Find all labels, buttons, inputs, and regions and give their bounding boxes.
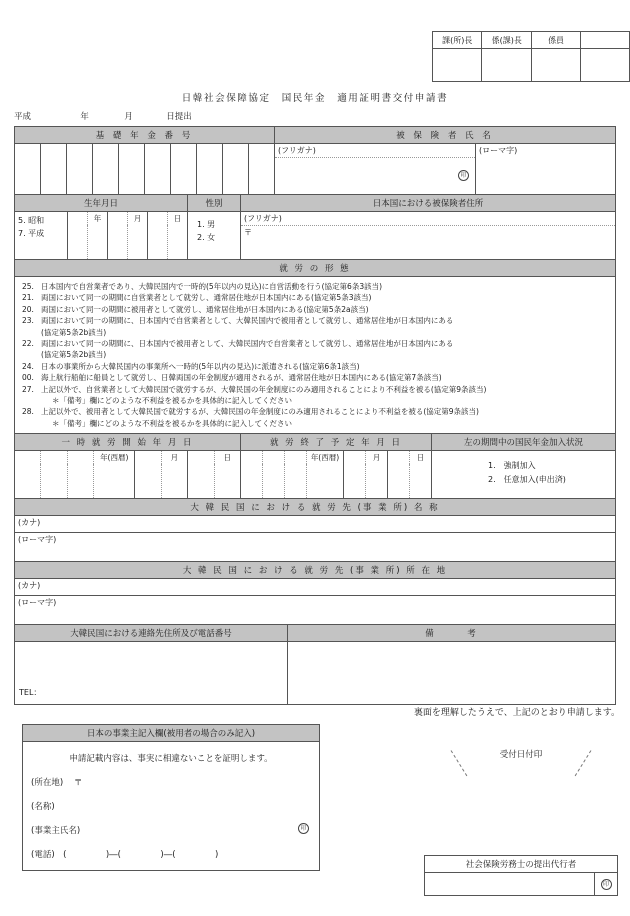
insured-name-field[interactable] [275,144,476,195]
pension-digit-9[interactable] [249,144,275,195]
korea-name-romaji-label: (ローマ字) [18,535,57,545]
approval-box [432,31,630,82]
enrollment-options[interactable] [432,451,616,499]
approval-input-2[interactable] [531,49,580,82]
korea-name-romaji-field[interactable] [15,533,616,562]
enrollment-option-compulsory[interactable]: 1. 強制加入 [488,461,536,471]
work-form-list [16,278,614,432]
korea-contact-tel-label: TEL： [19,688,42,698]
birth-day-input-1[interactable] [168,225,188,260]
pension-name-table [14,126,616,195]
employer-address-label: (所在地) [31,778,64,788]
seal-icon: 印 [458,170,469,181]
end-month-input-1[interactable] [366,464,388,499]
approval-col-2: 係員 [531,32,580,49]
end-month-label: 月 [366,451,388,465]
application-statement: 裏面を理解したうえで、上記のとおり申請します。 [413,708,620,718]
enrollment-list [432,451,615,487]
work-option-22-num: 22. [22,339,34,349]
pension-digit-0[interactable] [15,144,41,195]
birth-era-options[interactable] [15,212,68,260]
work-option-00-text: 海上航行船舶に船員として就労し、日韓両国の年金制度が適用されるが、通常居住地が日本国内にある(協定第7条該当) [41,373,442,383]
employer-tel-sep-2: )―( [160,850,176,860]
work-option-20-num: 20. [22,304,34,314]
work-form-table [14,259,616,434]
birth-month-input-1[interactable] [128,225,148,260]
korea-address-romaji-label: (ローマ字) [18,598,57,608]
end-year-label-a [241,451,263,465]
period-label-row [15,451,616,465]
pension-number-header: 基 礎 年 金 番 号 [15,127,275,144]
work-option-27-text: 上記以外で、自営業者として大韓民国で就労するが、大韓民国の年金制度にのみ適用されることにより不利益を被る(協定第9条該当) [41,384,487,394]
work-option-20-text: 両国において同一の期間に被用者として就労し、通常居住地が日本国内にある(協定第5条2a該当) [41,304,369,314]
korea-workplace-address-header: 大 韓 民 国 に お け る 就 労 先 (事 業 所) 所 在 地 [15,562,616,579]
insured-romaji-field[interactable] [476,144,616,195]
work-option-28-num: 28. [22,407,34,417]
pension-name-input-row [15,144,616,195]
receipt-stamp-label: 受付日付印 [499,750,543,760]
employer-postal-mark-icon: 〒 [73,778,83,788]
employer-tel-row[interactable] [31,848,311,860]
approval-input-row [433,49,630,82]
end-year-input-3[interactable] [307,464,344,499]
work-option-24[interactable] [22,361,610,372]
work-option-23[interactable] [22,315,610,326]
insured-name-header: 被 保 険 者 氏 名 [275,127,616,144]
work-option-24-text: 日本の事業所から大韓民国内の事業所へ一時的(5年以内の見込)に派遣される(協定第6条1該当) [41,361,360,371]
kwn-kana-row [15,516,616,533]
employer-tel-label: (電話) ( [31,850,67,860]
pension-digit-2[interactable] [67,144,93,195]
period-start-header: 一 時 就 労 開 始 年 月 日 [15,434,241,451]
work-option-23-text: 両国において同一の期間に、日本国内で自営業者として、大韓民国内で被用者として就労し、通常居住地が日本国内にある [41,316,454,326]
birth-year-input-0[interactable] [68,225,88,260]
employer-entry-box [22,724,320,871]
postal-mark-icon: 〒 [244,228,252,237]
address-furigana-label: (フリガナ) [241,212,615,226]
bga-label-row [15,212,616,226]
employer-box-header: 日本の事業主記入欄(被用者の場合のみ記入) [23,725,319,742]
approval-input-1[interactable] [482,49,531,82]
approval-col-0: 課(所)長 [433,32,482,49]
start-year-label-c [67,451,93,465]
work-option-22-text: 両国において同一の期間に、日本国内で被用者として、大韓民国内で自営業者として就労し、通常居住地が日本国内にある [41,339,454,349]
end-day-input-0[interactable] [388,464,410,499]
employer-tel-sep-1: )―( [105,850,121,860]
end-year-input-1[interactable] [263,464,285,499]
start-day-label: 日 [214,451,241,465]
start-day-label-a [188,451,214,465]
birth-gender-address-table [14,194,616,260]
korea-address-kana-label: (カナ) [18,581,41,591]
kwa-romaji-row [15,596,616,625]
employer-certification-text: 申請記載内容は、事実に相違ないことを証明します。 [69,754,273,764]
pension-name-header-row [15,127,616,144]
pension-digit-1[interactable] [41,144,67,195]
gender-option-female[interactable]: 2. 女 [197,233,216,242]
end-year-label-c [285,451,307,465]
korea-workplace-name-table [14,498,616,562]
work-option-28[interactable] [22,406,610,417]
birth-year-input-1[interactable] [88,225,108,260]
end-month-label-a [344,451,366,465]
pension-digit-6[interactable] [171,144,197,195]
sharoushi-body [425,873,617,895]
work-form-header-row [15,260,616,277]
end-year-label-b [263,451,285,465]
start-year-input-1[interactable] [41,464,67,499]
employer-name-row[interactable] [31,800,311,812]
end-day-input-1[interactable] [410,464,432,499]
work-option-21-text: 両国において同一の期間に自営業者として就労し、通常居住地が日本国内にある(協定第5条3該当) [41,293,372,303]
korea-contact-field[interactable] [15,642,288,705]
cr-input-row [15,642,616,705]
pension-digit-3[interactable] [93,144,119,195]
gender-option-male[interactable]: 1. 男 [197,220,216,229]
end-month-input-0[interactable] [344,464,366,499]
remarks-header: 備 考 [288,625,616,642]
work-option-25-text: 日本国内で自営業者であり、大韓民国内で一時的(5年以内の見込)に自営活動を行う(協定第6条3該当) [41,282,383,291]
pension-digit-8[interactable] [223,144,249,195]
enrollment-option-voluntary[interactable]: 2. 任意加入(申出済) [488,475,566,485]
kwn-header-row [15,499,616,516]
start-month-input-1[interactable] [161,464,187,499]
kwn-romaji-row [15,533,616,562]
month-label: 月 [124,112,133,122]
birth-day-input-0[interactable] [148,225,168,260]
end-day-label: 日 [410,451,432,465]
start-day-input-1[interactable] [214,464,241,499]
employer-address-row[interactable] [31,776,311,788]
work-option-27-num: 27. [22,384,34,394]
day-submit-label: 日提出 [166,112,192,122]
contact-remarks-table [14,624,616,705]
gender-header: 性別 [188,195,241,212]
sharoushi-seal-icon: 印 [601,879,612,890]
birth-month-input-0[interactable] [108,225,128,260]
end-year-input-0[interactable] [241,464,263,499]
pension-digit-5[interactable] [145,144,171,195]
korea-name-kana-label: (カナ) [18,518,41,528]
work-option-22-text-cont: (協定第5条2b該当) [41,350,107,360]
period-end-header: 就 労 終 了 予 定 年 月 日 [241,434,432,451]
approval-col-1: 係(課)長 [482,32,531,49]
remarks-field[interactable] [288,642,616,705]
approval-header-row [433,32,630,49]
work-option-00[interactable] [22,372,610,383]
pension-digit-4[interactable] [119,144,145,195]
insured-furigana-label: (フリガナ) [275,144,475,158]
start-month-label-a [135,451,161,465]
pension-digit-7[interactable] [197,144,223,195]
birth-day-label: 日 [168,212,188,226]
work-form-header: 就 労 の 形 態 [15,260,616,277]
approval-input-3[interactable] [581,49,630,82]
birth-year-label-a [68,212,88,226]
korea-contact-header: 大韓民国における連絡先住所及び電話番号 [15,625,288,642]
birth-era-option-0[interactable]: 5. 昭和 [18,216,45,225]
start-year-input-2[interactable] [67,464,93,499]
birth-year-label: 年 [88,212,108,226]
sharoushi-header: 社会保険労務士の提出代行者 [425,856,617,873]
birth-header: 生年月日 [15,195,188,212]
work-option-21[interactable] [22,292,610,303]
cr-header-row [15,625,616,642]
work-option-28-text: 上記以外で、被用者として大韓民国で就労するが、大韓民国の年金制度にのみ適用されることにより不利益を被る(協定第9条該当) [41,407,479,417]
bga-header-row [15,195,616,212]
form-title: 日韓社会保障協定 国民年金 適用証明書交付申請書 [181,93,449,104]
start-year-input-3[interactable] [94,464,135,499]
employer-seal-icon: 印 [298,823,309,834]
work-option-23-num: 23. [22,316,34,326]
birth-era-option-1[interactable]: 7. 平成 [18,229,45,238]
work-option-22[interactable] [22,338,610,349]
approval-input-0[interactable] [433,49,482,82]
start-year-label-b [41,451,67,465]
approval-col-3 [581,32,630,49]
start-day-input-0[interactable] [188,464,214,499]
work-option-25[interactable] [22,281,610,292]
start-year-label: 年(西暦) [94,451,135,465]
sharoushi-box [424,855,618,896]
employer-owner-row[interactable] [31,824,311,836]
sharoushi-input[interactable] [425,873,594,895]
period-enrollment-table [14,433,616,499]
birth-day-label-a [148,212,168,226]
period-header-row [15,434,616,451]
end-year-label: 年(西暦) [307,451,344,465]
start-month-label: 月 [161,451,187,465]
employer-tel-end: ) [214,850,219,860]
sharoushi-seal-cell [594,873,617,895]
work-option-23-text-cont: (協定第5条2b該当) [41,327,107,337]
gender-options[interactable] [188,212,241,260]
work-option-20[interactable] [22,304,610,315]
korea-workplace-name-header: 大 韓 民 国 に お け る 就 労 先 (事 業 所) 名 称 [15,499,616,516]
work-form-list-row [15,277,616,434]
work-option-25-num: 25. [22,282,34,291]
work-option-21-num: 21. [22,293,34,303]
work-option-27-note: ＊「備考」欄にどのような不利益を被るかを具体的に記入してください [52,396,292,406]
work-option-28-note: ＊「備考」欄にどのような不利益を被るかを具体的に記入してください [52,418,292,428]
work-form-options[interactable] [15,277,616,434]
korea-address-kana-field[interactable] [15,579,616,596]
receipt-date-stamp-area [455,748,587,770]
work-option-00-num: 00. [22,373,34,383]
start-month-input-0[interactable] [135,464,161,499]
enrollment-header: 左の期間中の国民年金加入状況 [432,434,616,451]
employer-owner-label: (事業主氏名) [31,826,81,836]
era-label: 平成 [14,112,32,122]
korea-name-kana-field[interactable] [15,516,616,533]
work-option-24-num: 24. [22,361,34,371]
birth-month-label: 月 [128,212,148,226]
employer-box-body [23,742,319,870]
korea-address-romaji-field[interactable] [15,596,616,625]
kwa-kana-row [15,579,616,596]
submission-date-line [14,110,192,122]
birth-month-label-a [108,212,128,226]
work-option-27[interactable] [22,384,610,395]
korea-workplace-address-table [14,561,616,625]
japan-address-header: 日本国における被保険者住所 [241,195,616,212]
insured-romaji-label: (ローマ字) [479,146,518,155]
end-day-label-a [388,451,410,465]
japan-address-field[interactable] [241,212,616,260]
employer-name-label: (名称) [31,802,55,812]
kwa-header-row [15,562,616,579]
year-label: 年 [80,112,89,122]
end-year-input-2[interactable] [285,464,307,499]
start-year-label-a [15,451,41,465]
start-year-input-0[interactable] [15,464,41,499]
